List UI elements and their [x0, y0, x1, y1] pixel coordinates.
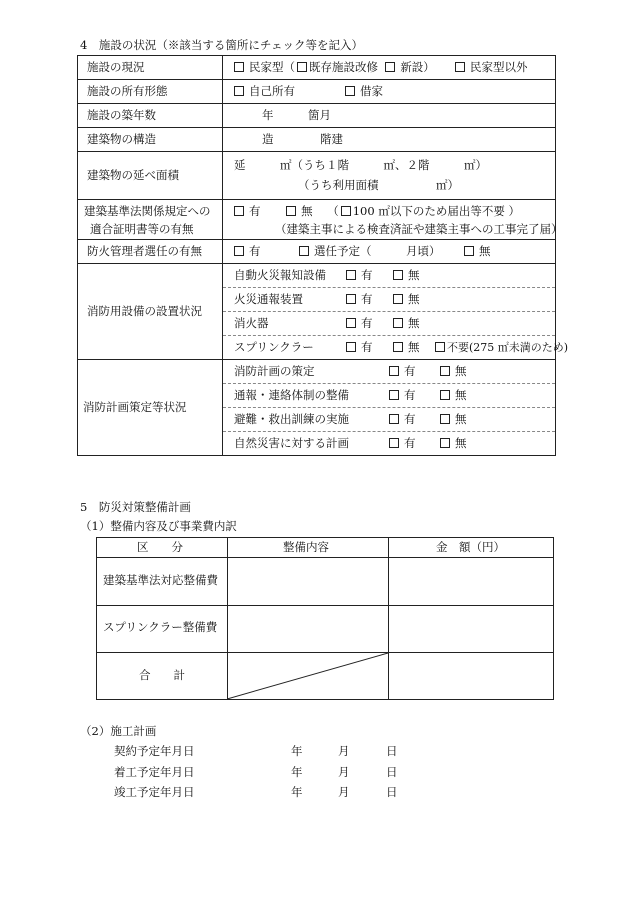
ownership-own: 自己所有 [234, 86, 295, 98]
plan-item-name: 消防計画の策定 [234, 364, 315, 378]
structure-floors: 階建 [320, 132, 343, 146]
equipment-item-yes: 有 [346, 318, 373, 330]
section4-title: 4 施設の状況（※該当する箇所にチェック等を記入） [80, 38, 363, 52]
schedule-month: 月 [338, 785, 350, 799]
checkbox-law-yes[interactable] [234, 206, 244, 216]
label-age: 施設の築年数 [87, 108, 156, 122]
equipment-item-name: 自動火災報知設備 [234, 268, 326, 282]
schedule-month: 月 [338, 765, 350, 779]
cost-header-amount: 金 額（円） [436, 540, 505, 554]
equipment-item-no: 無 [393, 318, 420, 330]
schedule-label: 契約予定年月日 [114, 744, 195, 758]
checkbox-rent[interactable] [345, 86, 355, 96]
cost-header-content: 整備内容 [283, 540, 329, 554]
section5-sub1: （1）整備内容及び事業費内訳 [80, 519, 237, 533]
checkbox-plan-yes[interactable] [389, 438, 399, 448]
checkbox-new[interactable] [385, 62, 395, 72]
plan-item-no: 無 [440, 366, 467, 378]
plan-item-yes: 有 [389, 366, 416, 378]
area-line2: （うち利用面積 ㎡） [298, 178, 459, 192]
schedule-label: 竣工予定年月日 [114, 785, 195, 799]
cost-row-label: スプリンクラー整備費 [103, 620, 218, 634]
building-law-note: （建築主事による検査済証や建築主事への工事完了届） [275, 222, 563, 236]
total-diagonal-slash [227, 652, 389, 700]
label-fire-equipment: 消防用設備の設置状況 [87, 304, 202, 318]
schedule-day: 日 [386, 744, 398, 758]
equipment-item-no: 無 [393, 270, 420, 282]
plan-item-name: 通報・連絡体制の整備 [234, 388, 349, 402]
checkbox-equipment-no[interactable] [393, 342, 403, 352]
plan-item-name: 自然災害に対する計画 [234, 436, 349, 450]
equipment-item-yes: 有 [346, 294, 373, 306]
equipment-item-yes: 有 [346, 270, 373, 282]
checkbox-plan-yes[interactable] [389, 414, 399, 424]
age-months: 箇月 [308, 108, 331, 122]
fire-manager-planned: 選任予定（ 月頃） [299, 246, 441, 258]
section5-title: 5 防災対策整備計画 [80, 500, 191, 514]
equipment-item-name: 火災通報装置 [234, 292, 303, 306]
schedule-day: 日 [386, 765, 398, 779]
checkbox-manager-no[interactable] [464, 246, 474, 256]
checkbox-plan-no[interactable] [440, 366, 450, 376]
plan-item-no: 無 [440, 390, 467, 402]
checkbox-equipment-no[interactable] [393, 318, 403, 328]
checkbox-own[interactable] [234, 86, 244, 96]
label-ownership: 施設の所有形態 [87, 84, 168, 98]
equipment-item-no: 無 [393, 342, 420, 354]
schedule-year: 年 [291, 765, 303, 779]
schedule-label: 着工予定年月日 [114, 765, 195, 779]
structure-zo: 造 [262, 132, 274, 146]
cost-row-label: 合 計 [139, 668, 185, 682]
checkbox-law-no[interactable] [286, 206, 296, 216]
section5-sub2: （2）施工計画 [80, 724, 157, 738]
label-area: 建築物の延べ面積 [87, 168, 179, 182]
checkbox-equipment-yes[interactable] [346, 342, 356, 352]
schedule-day: 日 [386, 785, 398, 799]
equipment-item-yes: 有 [346, 342, 373, 354]
checkbox-equipment-yes[interactable] [346, 270, 356, 280]
label-structure: 建築物の構造 [87, 132, 156, 146]
checkbox-manager-yes[interactable] [234, 246, 244, 256]
plan-item-yes: 有 [389, 414, 416, 426]
schedule-year: 年 [291, 785, 303, 799]
plan-item-no: 無 [440, 438, 467, 450]
equipment-item-name: スプリンクラー [234, 340, 314, 354]
checkbox-manager-planned[interactable] [299, 246, 309, 256]
schedule-year: 年 [291, 744, 303, 758]
plan-item-name: 避難・救出訓練の実施 [234, 412, 349, 426]
equipment-item-name: 消火器 [234, 316, 269, 330]
status-options: 民家型（ 既存施設改修 新設） [234, 62, 435, 74]
checkbox-plan-no[interactable] [440, 414, 450, 424]
fire-manager-no: 無 [464, 246, 491, 258]
ownership-rent: 借家 [345, 86, 383, 98]
checkbox-equipment-no[interactable] [393, 270, 403, 280]
checkbox-under100[interactable] [341, 206, 351, 216]
equipment-item-no: 無 [393, 294, 420, 306]
cost-header-category: 区 分 [137, 540, 183, 554]
label-building-law-1: 建築基準法関係規定への [84, 204, 211, 218]
checkbox-plan-yes[interactable] [389, 390, 399, 400]
plan-item-no: 無 [440, 414, 467, 426]
building-law-options: 有 無 （ 100 ㎡以下のため届出等不要 ） [234, 206, 520, 218]
checkbox-sprinkler-unneeded[interactable] [435, 342, 445, 352]
age-year: 年 [262, 108, 274, 122]
plan-item-yes: 有 [389, 390, 416, 402]
label-building-law-2: 適合証明書等の有無 [90, 222, 194, 236]
checkbox-minka[interactable] [234, 62, 244, 72]
schedule-month: 月 [338, 744, 350, 758]
label-fire-manager: 防火管理者選任の有無 [87, 244, 202, 258]
checkbox-equipment-yes[interactable] [346, 294, 356, 304]
checkbox-plan-no[interactable] [440, 390, 450, 400]
checkbox-other[interactable] [455, 62, 465, 72]
plan-item-yes: 有 [389, 438, 416, 450]
status-other: 民家型以外 [455, 62, 528, 74]
checkbox-plan-no[interactable] [440, 438, 450, 448]
label-fire-plan: 消防計画策定等状況 [83, 400, 187, 414]
area-line1: 延 ㎡（うち１階 ㎡、２階 ㎡） [234, 158, 487, 172]
fire-manager-yes: 有 [234, 246, 261, 258]
checkbox-plan-yes[interactable] [389, 366, 399, 376]
cost-row-label: 建築基準法対応整備費 [103, 573, 218, 587]
label-status: 施設の現況 [87, 60, 145, 74]
checkbox-equipment-yes[interactable] [346, 318, 356, 328]
checkbox-existing[interactable] [297, 62, 307, 72]
checkbox-equipment-no[interactable] [393, 294, 403, 304]
equipment-item-extra: 不要(275 ㎡未満のため) [435, 342, 568, 353]
